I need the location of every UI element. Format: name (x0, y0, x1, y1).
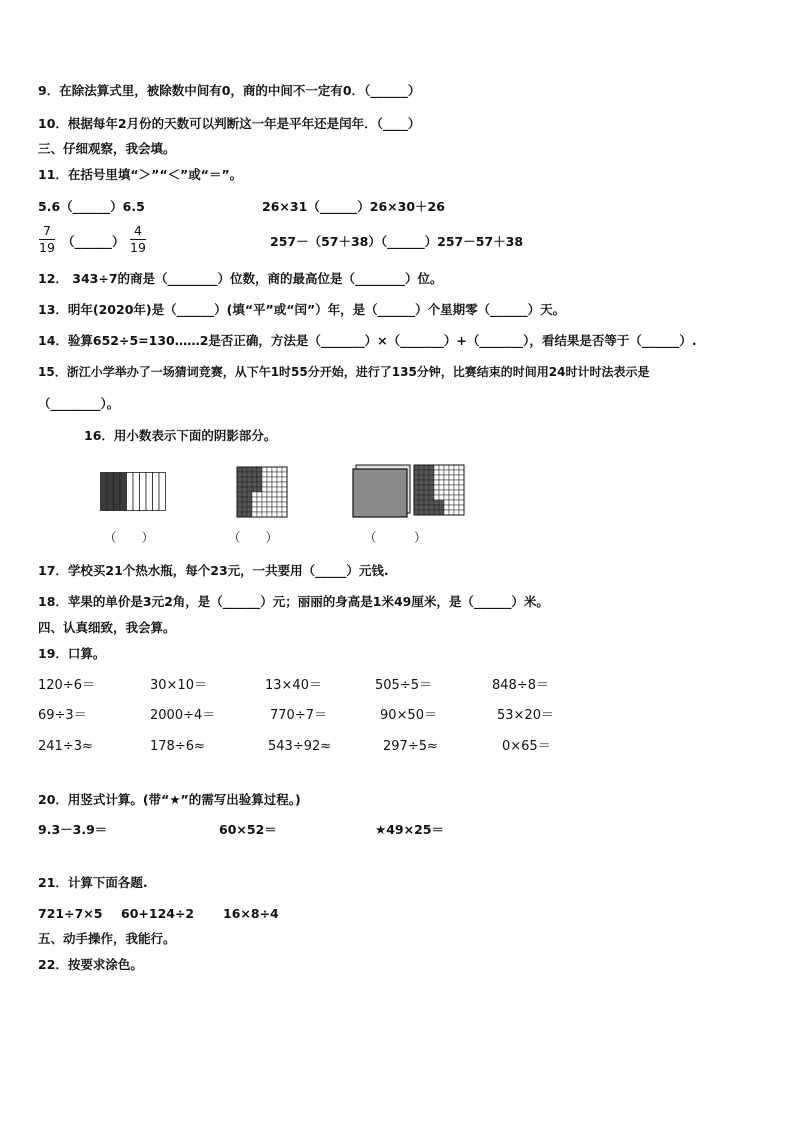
grid-cell (267, 467, 272, 472)
grid-cell (267, 477, 272, 482)
grid-cell (424, 480, 429, 485)
grid-cell (277, 487, 282, 492)
grid-cell (424, 470, 429, 475)
grid-cell (282, 477, 287, 482)
grid-cell (454, 490, 459, 495)
grid-cell (242, 477, 247, 482)
grid-cell (277, 482, 282, 487)
strip (120, 473, 127, 511)
grid-cell (434, 465, 439, 470)
grid-cell (424, 500, 429, 505)
grid-cell (414, 505, 419, 510)
grid-cell (439, 485, 444, 490)
grid-cell (419, 495, 424, 500)
grid-cell (282, 472, 287, 477)
grid-cell (277, 492, 282, 497)
grid-cell (282, 467, 287, 472)
question-21a: 721÷7×5 (38, 906, 103, 921)
grid-cell (257, 502, 262, 507)
question-19: 19．口算。 (38, 646, 106, 661)
question-11a: 5.6（______）6.5 (38, 199, 145, 214)
grid-cell (459, 490, 464, 495)
grid-cell (237, 482, 242, 487)
grid-cell (282, 502, 287, 507)
grid-cell (449, 480, 454, 485)
fraction-numerator: 4 (134, 223, 142, 238)
grid-cell (242, 507, 247, 512)
strip (133, 473, 140, 511)
grid-cell (272, 477, 277, 482)
grid-cell (252, 502, 257, 507)
grid-cell (444, 475, 449, 480)
grid-cell (459, 480, 464, 485)
grid-cell (414, 475, 419, 480)
grid-cell (247, 482, 252, 487)
strip (114, 473, 121, 511)
grid-cell (414, 495, 419, 500)
question-12: 12． 343÷7的商是（________）位数，商的最高位是（________）位。 (38, 271, 443, 286)
grid-cell (424, 490, 429, 495)
question-16: 16．用小数表示下面的阴影部分。 (84, 428, 277, 443)
grid-cell (429, 495, 434, 500)
oral-calc-item: 848÷8＝ (492, 678, 549, 693)
question-20b: 60×52＝ (219, 822, 277, 837)
grid-cell (267, 512, 272, 517)
grid-cell (454, 510, 459, 515)
question-14: 14．验算652÷5=130……2是否正确，方法是（_______）×（_______）+（_______），看结果是否等于（______）. (38, 333, 697, 348)
grid-cell (272, 507, 277, 512)
grid-cell (434, 500, 439, 505)
grid-cell (459, 505, 464, 510)
oral-calc-item: 30×10＝ (150, 678, 207, 693)
grid-cell (429, 490, 434, 495)
grid-cell (237, 492, 242, 497)
grid-cell (262, 467, 267, 472)
grid-cell (277, 497, 282, 502)
question-20a: 9.3－3.9＝ (38, 822, 108, 837)
question-11: 11．在括号里填“＞”“＜”或“＝”。 (38, 167, 243, 182)
grid-cell (424, 495, 429, 500)
grid-cell (434, 505, 439, 510)
grid-cell (444, 465, 449, 470)
grid-cell (247, 467, 252, 472)
grid-cell (267, 472, 272, 477)
question-13: 13．明年(2020年)是（______）(填“平”或“闰”）年，是（______）个星期零（______）天。 (38, 302, 566, 317)
grid-cell (272, 482, 277, 487)
grid-cell (237, 512, 242, 517)
question-20: 20．用竖式计算。(带“★”的需写出验算过程。) (38, 792, 301, 807)
grid-cell (424, 505, 429, 510)
grid-cell (449, 475, 454, 480)
oral-calc-item: 297÷5≈ (383, 739, 438, 754)
grid-cell (277, 472, 282, 477)
grid-cell (272, 497, 277, 502)
strip (159, 473, 166, 511)
grid-cell (434, 470, 439, 475)
grid-cell (272, 472, 277, 477)
grid-cell (459, 500, 464, 505)
grid-cell (429, 510, 434, 515)
question-22: 22．按要求涂色。 (38, 957, 143, 972)
grid-cell (247, 487, 252, 492)
grid-cell (267, 482, 272, 487)
figure-2-answer: （ ） (228, 530, 279, 545)
grid-cell (459, 470, 464, 475)
strip (153, 473, 160, 511)
grid-cell (434, 510, 439, 515)
grid-cell (237, 502, 242, 507)
grid-cell (419, 465, 424, 470)
grid-cell (282, 487, 287, 492)
oral-calc-item: 120÷6＝ (38, 678, 95, 693)
question-9: 9．在除法算式里，被除数中间有0，商的中间不一定有0．（______） (38, 83, 421, 98)
section-4-heading: 四、认真细致，我会算。 (38, 620, 176, 635)
grid-cell (414, 470, 419, 475)
strip (101, 473, 108, 511)
grid-cell (449, 490, 454, 495)
grid-cell (434, 490, 439, 495)
grid-cell (242, 502, 247, 507)
grid-cell (414, 485, 419, 490)
grid-cell (272, 492, 277, 497)
grid-cell (454, 465, 459, 470)
grid-cell (277, 512, 282, 517)
question-17: 17．学校买21个热水瓶，每个23元，一共要用（_____）元钱. (38, 563, 389, 578)
strip (127, 473, 134, 511)
grid-cell (429, 475, 434, 480)
grid-cell (262, 497, 267, 502)
question-20c: ★49×25＝ (375, 822, 444, 837)
grid-cell (257, 512, 262, 517)
grid-cell (237, 472, 242, 477)
grid-cell (419, 500, 424, 505)
grid-cell (237, 467, 242, 472)
grid-cell (454, 505, 459, 510)
grid-cell (419, 510, 424, 515)
grid-cell (429, 485, 434, 490)
grid-cell (454, 495, 459, 500)
grid-cell (252, 497, 257, 502)
fraction-numerator: 7 (43, 223, 51, 238)
grid-cell (439, 475, 444, 480)
grid-cell (282, 497, 287, 502)
question-11d: 257－（57＋38）（______）257－57＋38 (270, 234, 524, 249)
grid-cell (424, 510, 429, 515)
grid-cell (434, 475, 439, 480)
strip (140, 473, 147, 511)
grid-cell (459, 475, 464, 480)
oral-calc-item: 543÷92≈ (268, 739, 332, 754)
grid-cell (449, 470, 454, 475)
grid-cell (252, 467, 257, 472)
grid-cell (449, 495, 454, 500)
grid-cell (282, 492, 287, 497)
grid-cell (277, 502, 282, 507)
strip-figure (100, 472, 166, 512)
grid-cell (267, 497, 272, 502)
grid-cell (267, 502, 272, 507)
grid-cell (242, 487, 247, 492)
oral-calc-item: 0×65＝ (502, 739, 551, 754)
grid-cell (237, 487, 242, 492)
grid-cell (247, 477, 252, 482)
grid-cell (424, 475, 429, 480)
fraction-denominator: 19 (130, 240, 146, 255)
grid-cell (262, 512, 267, 517)
grid-cell (424, 465, 429, 470)
grid-cell (434, 495, 439, 500)
grid-cell (429, 470, 434, 475)
grid-cell (459, 510, 464, 515)
grid-cell (262, 507, 267, 512)
grid-cell (444, 500, 449, 505)
grid-cell (277, 467, 282, 472)
grid-cell (419, 490, 424, 495)
grid-cell (414, 500, 419, 505)
oral-calc-item: 53×20＝ (497, 708, 554, 723)
fraction-denominator: 19 (39, 240, 55, 255)
grid-cell (257, 497, 262, 502)
grid-cell (242, 482, 247, 487)
grid-cell (444, 480, 449, 485)
grid-cell (247, 492, 252, 497)
grid-cell (237, 477, 242, 482)
grid-cell (262, 472, 267, 477)
grid-cell (237, 497, 242, 502)
grid-cell (439, 495, 444, 500)
strip (107, 473, 114, 511)
question-18: 18．苹果的单价是3元2角，是（______）元；丽丽的身高是1米49厘米，是（______）米。 (38, 594, 549, 609)
grid-cell (252, 512, 257, 517)
fraction-7-19 (39, 224, 55, 255)
grid-cell (282, 507, 287, 512)
grid-cell (272, 512, 277, 517)
grid-cell (257, 507, 262, 512)
grid-cell (282, 482, 287, 487)
grid-cell (444, 505, 449, 510)
grid-cell (267, 487, 272, 492)
question-10: 10．根据每年2月份的天数可以判断这一年是平年还是闰年．（____） (38, 116, 421, 131)
grid-cell (247, 497, 252, 502)
grid-cell (257, 467, 262, 472)
grid-cell (449, 500, 454, 505)
grid-cell (277, 477, 282, 482)
grid-cell (449, 505, 454, 510)
grid-cell (454, 470, 459, 475)
grid-cell (429, 465, 434, 470)
grid-cell (242, 472, 247, 477)
grid-cell (454, 485, 459, 490)
square-and-grid-figure (352, 464, 468, 520)
grid-cell (449, 465, 454, 470)
oral-calc-item: 505÷5＝ (375, 678, 432, 693)
grid-cell (439, 465, 444, 470)
grid-cell (419, 470, 424, 475)
grid-cell (262, 492, 267, 497)
grid-cell (454, 475, 459, 480)
grid-cell (444, 510, 449, 515)
grid-cell (247, 512, 252, 517)
grid-cell (272, 487, 277, 492)
grid-cell (414, 480, 419, 485)
grid-cell (459, 485, 464, 490)
oral-calc-item: 13×40＝ (265, 678, 322, 693)
oral-calc-item: 90×50＝ (380, 708, 437, 723)
grid-cell (454, 480, 459, 485)
grid-cell (262, 477, 267, 482)
grid-cell (414, 465, 419, 470)
grid-cell (449, 510, 454, 515)
grid-cell (439, 500, 444, 505)
oral-calc-item: 770÷7＝ (270, 708, 327, 723)
grid-cell (247, 502, 252, 507)
section-5-heading: 五、动手操作，我能行。 (38, 931, 176, 946)
grid-cell (247, 472, 252, 477)
oral-calc-item: 241÷3≈ (38, 739, 93, 754)
grid-cell (252, 487, 257, 492)
grid-cell (282, 512, 287, 517)
grid-cell (429, 480, 434, 485)
question-15: 15．浙江小学举办了一场猜词竞赛，从下午1时55分开始，进行了135分钟，比赛结束的时间用24时计时法表示是 (38, 365, 650, 379)
grid-cell (419, 485, 424, 490)
grid-cell (257, 487, 262, 492)
grid-cell (414, 510, 419, 515)
grid-cell (262, 487, 267, 492)
grid-cell (439, 505, 444, 510)
grid-cell (434, 485, 439, 490)
shaded-square (353, 469, 407, 517)
grid-cell (267, 507, 272, 512)
strip (146, 473, 153, 511)
grid-cell (257, 477, 262, 482)
oral-calc-item: 69÷3＝ (38, 708, 87, 723)
grid-cell (429, 505, 434, 510)
grid-cell (242, 512, 247, 517)
grid-cell (242, 497, 247, 502)
grid-cell (444, 470, 449, 475)
grid-cell (439, 490, 444, 495)
grid-cell (262, 502, 267, 507)
question-11c-blank: （______） (62, 234, 125, 249)
grid-cell (419, 505, 424, 510)
grid-cell (439, 470, 444, 475)
section-3-heading: 三、仔细观察，我会填。 (38, 141, 176, 156)
question-21b: 60+124÷2 (121, 906, 195, 921)
grid-cell (252, 477, 257, 482)
grid-cell (257, 482, 262, 487)
figure-3-answer: （ ） (364, 530, 427, 545)
question-21c: 16×8÷4 (223, 906, 279, 921)
grid-cell (277, 507, 282, 512)
question-15-blank: （________）。 (38, 396, 120, 411)
grid-cell (424, 485, 429, 490)
oral-calc-item: 2000÷4＝ (150, 708, 216, 723)
grid-cell (439, 480, 444, 485)
grid-cell (257, 472, 262, 477)
question-21: 21．计算下面各题. (38, 875, 148, 890)
grid-cell (237, 507, 242, 512)
grid-cell (414, 490, 419, 495)
grid-cell (252, 482, 257, 487)
grid-cell (272, 467, 277, 472)
fraction-4-19 (130, 224, 146, 255)
oral-calc-item: 178÷6≈ (150, 739, 205, 754)
grid-cell (459, 495, 464, 500)
figure-1-answer: （ ） (104, 530, 155, 545)
grid-cell (272, 502, 277, 507)
grid-cell (267, 492, 272, 497)
grid-cell (419, 475, 424, 480)
grid-cell (439, 510, 444, 515)
grid-cell (242, 467, 247, 472)
grid-cell (444, 495, 449, 500)
grid-cell (242, 492, 247, 497)
grid-cell (444, 485, 449, 490)
grid-cell (252, 507, 257, 512)
grid-cell (419, 480, 424, 485)
grid-cell (449, 485, 454, 490)
grid-cell (247, 507, 252, 512)
grid-cell (444, 490, 449, 495)
grid-cell (262, 482, 267, 487)
grid-cell (257, 492, 262, 497)
grid-cell (454, 500, 459, 505)
grid-figure (236, 466, 290, 518)
grid-cell (434, 480, 439, 485)
question-11b: 26×31（______）26×30＋26 (262, 199, 445, 214)
grid-cell (459, 465, 464, 470)
grid-cell (429, 500, 434, 505)
grid-cell (252, 472, 257, 477)
grid-cell (252, 492, 257, 497)
